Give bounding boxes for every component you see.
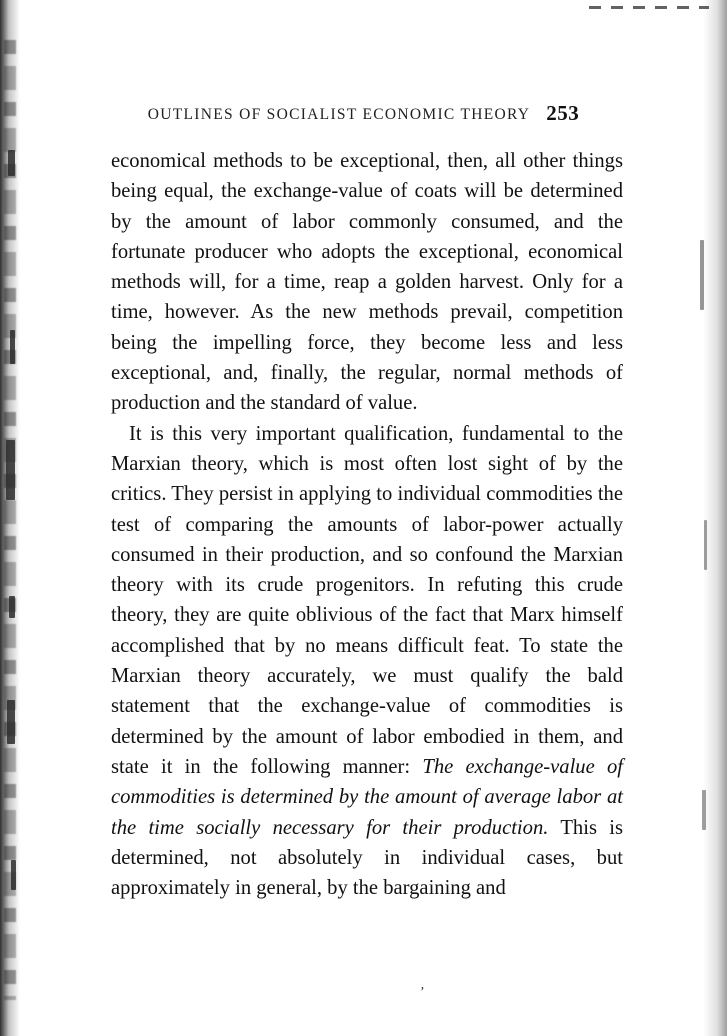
page-body	[111, 146, 623, 903]
scan-left-mottle-artifact	[4, 40, 16, 1000]
scan-speck	[702, 790, 706, 830]
scan-speck	[704, 520, 707, 570]
paragraph-2-text-after-italic: This is determined, not absolutely in individual cases, but approximately in general, by the bargaining and	[111, 816, 623, 900]
paragraph-1	[111, 146, 623, 419]
scan-speck	[6, 440, 15, 500]
running-head: OUTLINES OF SOCIALIST ECONOMIC THEORY	[147, 106, 531, 123]
footer-mark: ’	[420, 985, 425, 1000]
paragraph-1-text: economical methods to be exceptional, then, all other things being equal, the exchange-value of coats will be determined by the amount of labor commonly consumed, and the fortunate producer who adopts the exceptional, economical methods will, for a time, reap a golden harvest. Only for a time, however. As the new methods prevail, competition being the impelling force, they become less and less exceptional, and, finally, the regular, normal methods of production and the standard of value.	[111, 150, 623, 415]
scan-speck	[9, 596, 15, 618]
scan-speck	[7, 700, 15, 744]
scan-top-dashes-artifact	[589, 6, 709, 9]
paragraph-2-text-before-italic: It is this very important qualification, fundamental to the Marxian theory, which is most often lost sight of by the critics. They persist in applying to individual commodities the test of comparing the amounts of labor-power actually consumed in their production, and so confound the Marxian theory with its crude progenitors. In refuting this crude theory, they are quite oblivious of the fact that Marx himself accomplished that by no means difficult feat. To state the Marxian theory accurately, we must qualify the bald statement that the exchange-value of commodities is determined by the amount of labor embodied in them, and state it in the following manner:	[111, 422, 623, 778]
paragraph-2	[111, 419, 623, 904]
paragraph-2-italic-definition: The exchange-value of commodities is determined by the amount of average labor at the time socially necessary for their production.	[111, 755, 623, 839]
scan-right-edge-artifact	[697, 0, 727, 1036]
scan-speck	[10, 330, 15, 364]
page-number: 253	[546, 101, 580, 125]
scan-speck	[11, 860, 16, 890]
page-header	[0, 100, 727, 125]
scan-speck	[700, 240, 704, 310]
scan-speck	[8, 150, 15, 176]
